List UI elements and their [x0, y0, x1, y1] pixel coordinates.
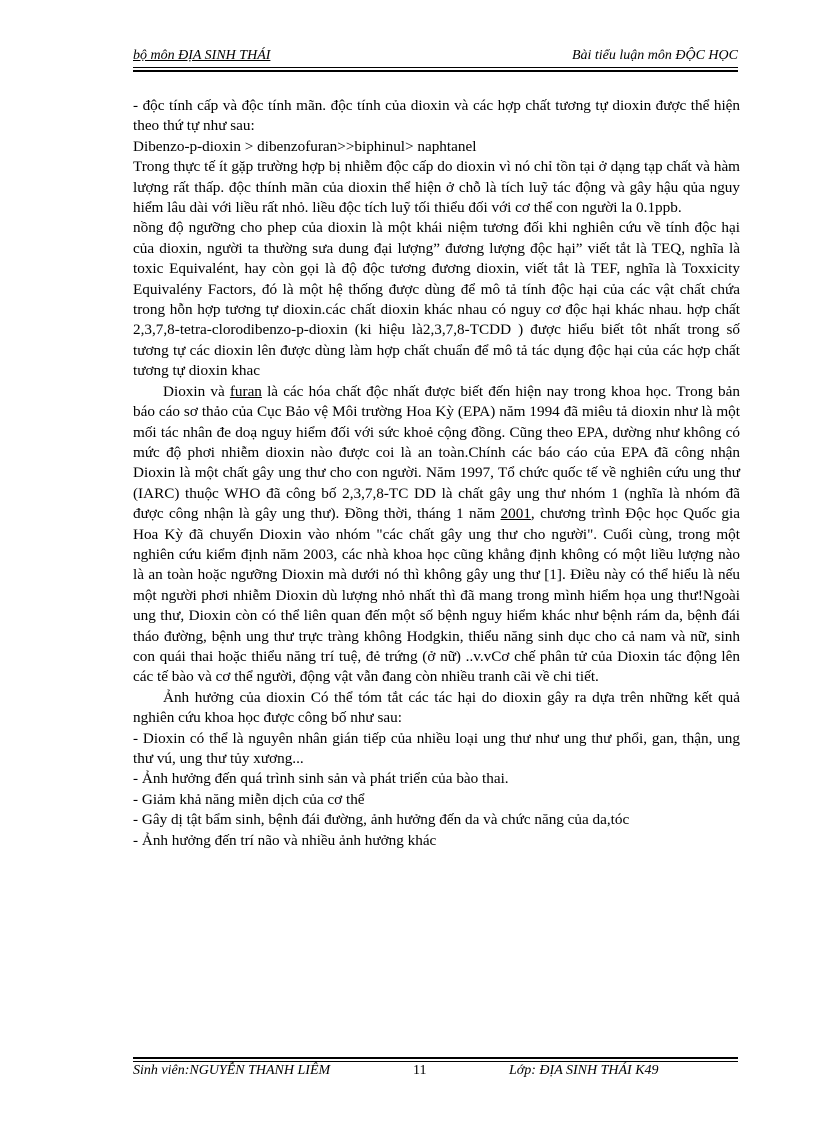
paragraph-effects-intro: Ảnh hưởng của dioxin Có thể tóm tắt các tác hại do dioxin gây ra dựa trên những kết quả nghiên cứu khoa học được công bố như sau: [133, 688, 740, 727]
header-report-title: Bài tiểu luận môn ĐỘC HỌC [571, 48, 738, 63]
list-item: - Gây dị tật bẩm sinh, bệnh đái đường, ảnh hưởng đến da và chức năng của da,tóc [133, 811, 630, 829]
paragraph-toxicity-order: Dibenzo-p-dioxin > dibenzofuran>>biphinul> naphtanel [133, 137, 477, 155]
list-item: - Dioxin có thể là nguyên nhân gián tiếp của nhiều loại ung thư như ung thư phổi, gan, thận, ung thư vú, ung thư tủy xương... [133, 729, 740, 767]
page-number: 11 [413, 1063, 427, 1078]
header-rule-thick [133, 70, 738, 72]
text-span: , chương trình Độc học Quốc gia Hoa Kỳ đã chuyển Dioxin vào nhóm "các chất gây ung thư cho người". Cuối cùng, trong một nghiên cứu kiểm định năm 2003, các nhà khoa học cũng khẳng định không có một liều lượng nào là an toàn hoặc ngưỡng Dioxin mà dưới nó thì không gây ung thư [1]. Điều này có thể hiểu là nếu một người phơi nhiễm Dioxin dù lượng nhỏ nhất thì đã mang trong mình hiểm họa ung thư!Ngoài ung thư, Dioxin còn có thể liên quan đến một số bệnh nguy hiểm khác như bệnh rám da, bệnh đái tháo đường, bệnh ung thư trực tràng không Hodgkin, thiểu năng sinh dục cho cả nam và nữ, sinh con quái thai hoặc thiểu năng trí tuệ, đẻ trứng (ở nữ) ..v.vCơ chế phân tử của Dioxin tác động lên các tế bào và cơ thể người, động vật vẫn đang còn nhiều tranh cãi về chi tiết. [133, 505, 740, 686]
furan-link[interactable]: furan [229, 382, 262, 400]
page-footer [133, 1063, 738, 1083]
paragraph-dioxin-history [133, 382, 740, 688]
list-item: - Ảnh hưởng đến quá trình sinh sản và phát triển của bào thai. [133, 770, 509, 788]
footer-rule-thick [133, 1057, 738, 1059]
text-span: Dioxin và [163, 382, 230, 400]
header-department: bộ môn ĐỊA SINH THÁI [133, 48, 271, 63]
header-rule-thin [133, 67, 738, 68]
list-item: - Giảm khả năng miễn dịch của cơ thể [133, 790, 365, 808]
year-2001-link[interactable]: 2001 [500, 505, 531, 523]
paragraph-acute-chronic: Trong thực tế ít gặp trường hợp bị nhiễm độc cấp do dioxin vì nó chỉ tồn tại ở dạng tạp chất và hàm lượng rất thấp. độc thính mãn của dioxin thể hiện ở chỗ là tích luỹ tác động và gây hậu qủa nguy hiểm lâu dài với liều rất nhỏ. liều độc tích luỹ tối thiểu đối với cơ thể con người la 0.1ppb. [133, 158, 740, 217]
body-text [133, 96, 740, 851]
paragraph-toxicity-intro: - độc tính cấp và độc tính mãn. độc tính của dioxin và các hợp chất tương tự dioxin được thể hiện theo thứ tự như sau: [133, 97, 740, 135]
list-item: - Ảnh hưởng đến trí não và nhiều ảnh hưởng khác [133, 831, 437, 849]
text-span: là các hóa chất độc nhất được biết đến hiện nay trong khoa học. Trong bản báo cáo sơ thảo của Cục Bảo vệ Môi trường Hoa Kỳ (EPA) năm 1994 đã miêu tả dioxin như là một mối tác nhân đe doạ nguy hiểm đối với sức khoẻ cộng đồng. Cũng theo EPA, dường như không có mức độ phơi nhiễm dioxin nào được coi là an toàn.Chính các báo cáo của EPA đã công nhận Dioxin là một chất gây ung thư cho con người. Năm 1997, Tổ chức quốc tế về nghiên cứu ung thư (IARC) thuộc WHO đã công bố 2,3,7,8-TC DD là chất gây ung thư nhóm 1 (nghĩa là nhóm đã được công nhận là gây ung thư). Đồng thời, tháng 1 năm [133, 382, 740, 523]
paragraph-threshold-teq: nồng độ ngưỡng cho phep của dioxin là một khái niệm tương đối khi nghiên cứu về tính độc hại của dioxin, người ta thường sưa dung đại lượng” đương lượng độc hại” viết tắt là TEQ, nghĩa là toxic Equivalént, hay còn gọi là độ độc tương đương dioxin, viết tắt là TEF, nghĩa là Toxxicity Equivalény Factors, đó là một hệ thống được dùng để mô tả tính độc hại của các vật chất chứa trong hỗn hợp tương tự dioxin.các chất dioxin khác nhau có nguy cơ độc hại khác nhau. hợp chất 2,3,7,8-tetra-clorodibenzo-p-dioxin (ki hiệu là2,3,7,8-TCDD ) được hiểu biết tôt nhất trong số tương tự các dioxin lên được dùng làm hợp chất chuẩn để mô tả tác dụng độc hại của các hợp chất tương tự dioxin khac [133, 219, 740, 380]
footer-rule-thin [133, 1061, 738, 1062]
page-header [133, 48, 738, 68]
footer-class: Lớp: ĐỊA SINH THÁI K49 [509, 1063, 659, 1078]
footer-student: Sinh viên:NGUYỄN THANH LIÊM [133, 1063, 331, 1078]
